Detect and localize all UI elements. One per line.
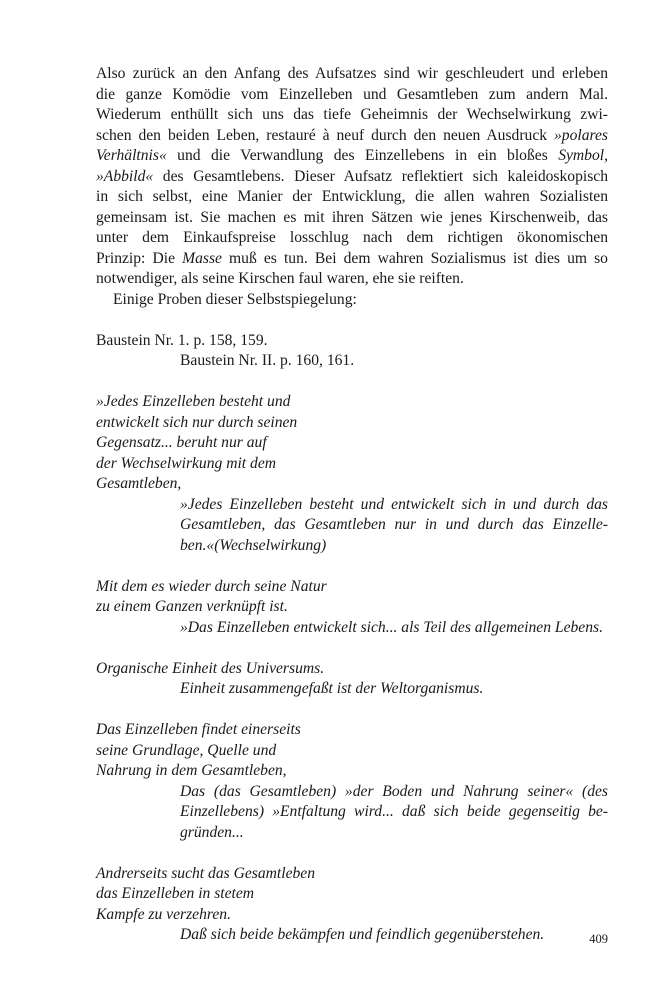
intro-line xyxy=(96,167,608,188)
left-quote-line: Andrerseits sucht das Gesamtleben xyxy=(96,864,316,882)
text-run: muß es tun. Bei dem wahren Sozialismus ist dies um so xyxy=(221,249,608,267)
text-run: gemeinsam ist. Sie machen es mit ihren Sätzen wie jenes Kirschenweib, das xyxy=(96,208,608,226)
spacer xyxy=(96,556,608,577)
left-quote-line: Das Einzelleben findet einerseits xyxy=(96,721,301,738)
right-quote-line: gründen... xyxy=(180,823,244,841)
left-quote-line: Gesamtleben, xyxy=(96,475,182,492)
spacer xyxy=(96,700,608,721)
left-quote-line: Mit dem es wieder durch seine Natur xyxy=(96,577,327,595)
intro-line xyxy=(96,208,608,229)
italic-text: Verhältnis« xyxy=(96,147,167,164)
comparison-block xyxy=(96,659,608,700)
text-run: Also zurück an den Anfang des Aufsatzes sind wir geschleudert und erleben xyxy=(96,65,608,82)
intro-line xyxy=(96,64,608,85)
spacer xyxy=(96,843,608,864)
text-run: des Gesamtlebens. Dieser Aufsatz reflektiert sich kaleidoskopisch xyxy=(153,167,608,185)
comparison-block xyxy=(96,720,608,843)
left-quote-line: seine Grundlage, Quelle und xyxy=(96,741,277,759)
intro-line xyxy=(96,85,608,106)
text-run: in sich selbst, eine Manier der Entwicklung, die allen wahren Sozialisten xyxy=(96,188,608,205)
text-run: die ganze Komödie vom Einzelleben und Gesamtleben zum andern Mal. xyxy=(96,85,608,103)
comparison-block xyxy=(96,577,608,639)
left-quote-line: entwickelt sich nur durch seinen xyxy=(96,413,298,431)
right-quote-line: Einheit zusammengefaßt ist der Weltorganismus. xyxy=(180,680,484,697)
italic-text: Symbol, xyxy=(558,147,608,164)
intro-line xyxy=(96,146,608,167)
intro-second-paragraph: Einige Proben dieser Selbstspiegelung: xyxy=(113,290,357,308)
left-quote-line: Kampfe zu verzehren. xyxy=(96,905,231,923)
comparison-block xyxy=(96,864,608,946)
intro-line xyxy=(96,269,608,290)
page-number: 409 xyxy=(589,932,608,946)
right-quote-line: »Jedes Einzelleben besteht und entwickelt sich in und durch das xyxy=(180,495,608,513)
text-run: unter dem Einkaufspreise losschlug nach dem richtigen ökonomischen xyxy=(96,229,608,246)
left-quote-line: Organische Einheit des Universums. xyxy=(96,659,325,677)
left-quote-line: Gegensatz... beruht nur auf xyxy=(96,434,267,451)
intro-line xyxy=(96,126,608,147)
left-quote-line: zu einem Ganzen verknüpft ist. xyxy=(96,598,288,615)
right-quote-line: Das (das Gesamtleben) »der Boden und Nahrung seiner« (des xyxy=(180,782,608,800)
intro-line xyxy=(96,187,608,208)
right-quote-line: »Das Einzelleben entwickelt sich... als Teil des allgemeinen Lebens. xyxy=(180,618,603,636)
spacer xyxy=(96,638,608,659)
baustein-left-reference: Baustein Nr. 1. p. 158, 159. xyxy=(96,331,268,349)
baustein-right-reference: Baustein Nr. II. p. 160, 161. xyxy=(180,352,355,369)
text-run: schen den beiden Leben, restauré à neuf durch den neuen Ausdruck xyxy=(96,126,554,144)
intro-paragraph xyxy=(96,64,608,290)
italic-text: »Abbild« xyxy=(96,167,154,185)
spacer xyxy=(96,310,608,331)
italic-text: Masse xyxy=(182,249,222,267)
text-run: Prinzip: Die xyxy=(96,249,183,267)
intro-line xyxy=(96,249,608,270)
right-quote-line: Einzellebens) »Entfaltung wird... daß sich beide gegenseitig be- xyxy=(180,803,608,820)
left-quote-line: »Jedes Einzelleben besteht und xyxy=(96,393,291,410)
left-quote-line: Nahrung in dem Gesamtleben, xyxy=(96,762,287,779)
text-run: Wiederum enthüllt sich uns das tiefe Geheimnis der Wechselwirkung zwi- xyxy=(96,106,608,123)
right-quote-line: Daß sich beide bekämpfen und feindlich gegenüberstehen. xyxy=(180,926,545,943)
right-quote-line: Gesamtleben, das Gesamtleben nur in und durch das Einzelle- xyxy=(180,516,608,533)
intro-line xyxy=(96,228,608,249)
intro-line xyxy=(96,105,608,126)
comparison-blocks xyxy=(96,372,608,946)
left-quote-line: das Einzelleben in stetem xyxy=(96,885,255,902)
italic-text: »polares xyxy=(554,126,608,144)
comparison-block xyxy=(96,392,608,556)
text-run: und die Verwandlung des Einzellebens in ein bloßes xyxy=(166,147,559,164)
text-run: notwendiger, als seine Kirschen faul waren, ehe sie reiften. xyxy=(96,270,464,287)
page-text xyxy=(96,64,608,946)
right-quote-line: ben.«(Wechselwirkung) xyxy=(180,536,327,554)
spacer xyxy=(96,372,608,393)
left-quote-line: der Wechselwirkung mit dem xyxy=(96,454,277,472)
